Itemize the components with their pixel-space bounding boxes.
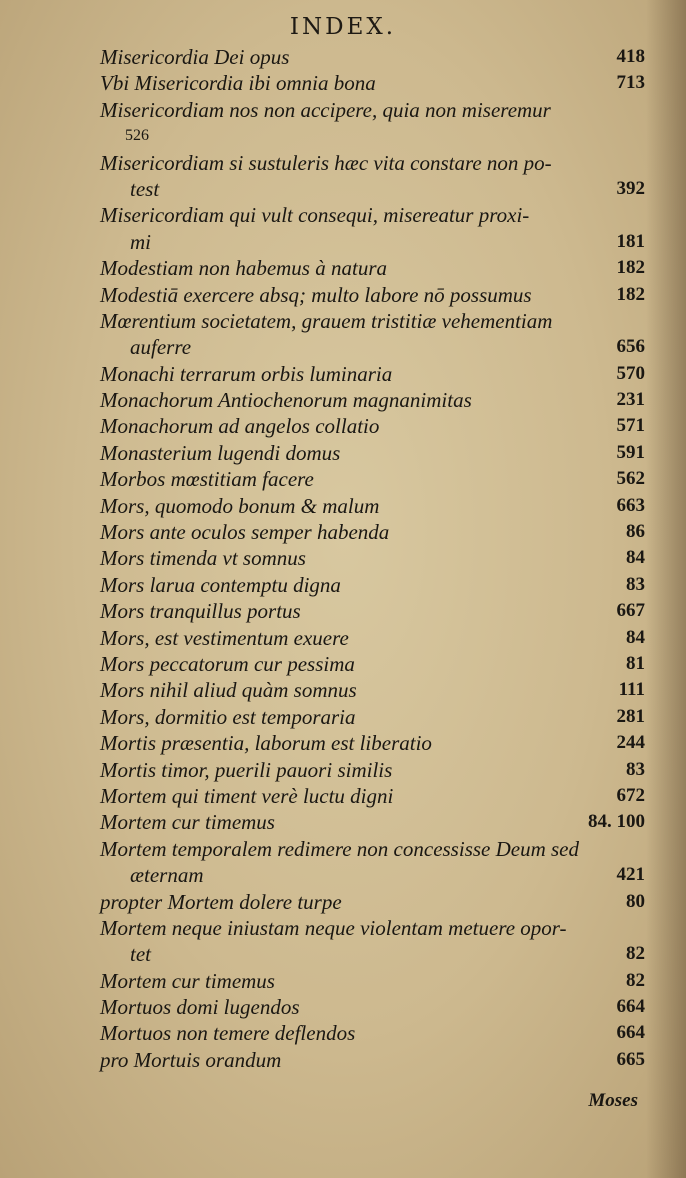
index-entry	[100, 809, 645, 835]
entry-page-number: 84	[626, 547, 645, 569]
index-entry	[100, 1047, 645, 1073]
entry-page-number: 656	[616, 336, 645, 358]
entry-text: Monachi terrarum orbis luminaria	[100, 361, 393, 386]
index-entry	[100, 836, 645, 862]
index-entry	[100, 229, 645, 255]
entry-page-number: 182	[616, 283, 645, 305]
index-entry	[100, 44, 645, 70]
entry-page-number: 562	[616, 468, 645, 490]
index-entry	[100, 334, 645, 360]
entry-page-number: 181	[616, 230, 645, 252]
entry-text: pro Mortuis orandum	[100, 1047, 282, 1072]
index-entry	[100, 651, 645, 677]
entry-text: Mors larua contemptu digna	[100, 572, 341, 597]
entry-text: Mortem temporalem redimere non concessisse Deum sed	[100, 836, 580, 861]
entry-page-number: 83	[626, 573, 645, 595]
entry-page-number: 571	[616, 415, 645, 437]
entry-page-number: 80	[626, 890, 645, 912]
entry-page-number: 664	[616, 996, 645, 1018]
entry-text: tet	[130, 942, 151, 967]
entry-text: Misericordia Dei opus	[100, 45, 290, 69]
entry-text: æternam	[130, 863, 204, 888]
entry-page-number: 713	[616, 72, 645, 94]
entry-text: Monasterium lugendi domus	[100, 440, 341, 465]
index-entry	[100, 862, 645, 888]
entry-text: Mortis timor, puerili pauori similis	[100, 757, 393, 782]
index-entry	[100, 1020, 645, 1046]
index-entry	[100, 704, 645, 730]
entry-text: Morbos mœstitiam facere	[100, 467, 314, 492]
entry-text: Modestiā exercere absq; multo labore nō possumus	[100, 282, 532, 307]
entry-text: Mortem cur timemus	[100, 810, 275, 835]
entry-page-number: 244	[616, 732, 645, 754]
index-entry	[100, 677, 645, 703]
entry-page-number: 111	[618, 679, 645, 701]
entry-page-number: 83	[626, 758, 645, 780]
index-entry	[100, 783, 645, 809]
entry-text: Mortem cur timemus	[100, 968, 275, 993]
entry-page-number: 392	[616, 177, 645, 199]
entry-text: Mors, quomodo bonum & malum	[100, 493, 380, 518]
entry-text: Misericordiam nos non accipere, quia non miseremur	[100, 97, 551, 122]
index-entry	[100, 519, 645, 545]
index-entry	[100, 493, 645, 519]
index-entry	[100, 968, 645, 994]
entry-text: Mortuos domi lugendos	[100, 995, 300, 1020]
index-entry	[100, 176, 645, 202]
entry-text: Vbi Misericordia ibi omnia bona	[100, 71, 376, 96]
entry-text: Mœrentium societatem, grauem tristitiæ vehementiam	[100, 308, 553, 333]
entry-page-number: 81	[626, 652, 645, 674]
entry-text: 526	[125, 127, 149, 145]
entry-text: Mors timenda vt somnus	[100, 546, 306, 571]
index-entries	[100, 44, 645, 1073]
entry-page-number: 421	[616, 864, 645, 886]
index-entry	[100, 361, 645, 387]
index-entry	[100, 97, 645, 123]
entry-text: propter Mortem dolere turpe	[100, 889, 342, 914]
index-entry	[100, 255, 645, 281]
index-entry	[100, 915, 645, 941]
index-entry	[100, 413, 645, 439]
entry-page-number: 84	[626, 626, 645, 648]
index-entry	[100, 440, 645, 466]
index-entry	[100, 598, 645, 624]
page-header: INDEX.	[289, 14, 397, 40]
entry-text: Mortem neque iniustam neque violentam metuere opor-	[100, 915, 567, 940]
index-entry	[100, 545, 645, 571]
index-entry	[100, 123, 645, 149]
entry-text: Mors, dormitio est temporaria	[100, 704, 356, 729]
entry-text: Modestiam non habemus à natura	[100, 256, 387, 281]
entry-text: mi	[130, 229, 151, 254]
index-entry	[100, 625, 645, 651]
index-entry	[100, 387, 645, 413]
entry-text: Mors tranquillus portus	[100, 599, 301, 624]
entry-page-number: 663	[616, 494, 645, 516]
entry-page-number: 84. 100	[588, 811, 645, 833]
index-entry	[100, 282, 645, 308]
entry-page-number: 231	[616, 389, 645, 411]
entry-page-number: 667	[616, 600, 645, 622]
entry-text: Monachorum ad angelos collatio	[100, 414, 380, 439]
index-entry	[100, 994, 645, 1020]
entry-page-number: 86	[626, 521, 645, 543]
index-entry	[100, 572, 645, 598]
entry-page-number: 672	[616, 784, 645, 806]
index-entry	[100, 202, 645, 228]
entry-page-number: 665	[616, 1048, 645, 1070]
entry-text: Mortuos non temere deflendos	[100, 1021, 356, 1046]
index-entry	[100, 889, 645, 915]
index-entry	[100, 466, 645, 492]
index-entry	[100, 308, 645, 334]
entry-page-number: 281	[616, 705, 645, 727]
entry-text: Mortem qui timent verè luctu digni	[100, 783, 394, 808]
index-entry	[100, 941, 645, 967]
entry-text: Mortis præsentia, laborum est liberatio	[100, 731, 432, 756]
entry-page-number: 418	[616, 46, 645, 67]
entry-text: Mors ante oculos semper habenda	[100, 520, 390, 545]
entry-text: Mors, est vestimentum exuere	[100, 625, 349, 650]
entry-text: Monachorum Antiochenorum magnanimitas	[100, 388, 472, 413]
index-entry	[100, 150, 645, 176]
catchword: Moses	[588, 1090, 638, 1111]
entry-text: Mors peccatorum cur pessima	[100, 651, 355, 676]
entry-text: Mors nihil aliud quàm somnus	[100, 678, 357, 703]
index-entry	[100, 730, 645, 756]
index-entry	[100, 757, 645, 783]
index-entry	[100, 70, 645, 96]
entry-page-number: 82	[626, 969, 645, 991]
entry-text: Misericordiam qui vult consequi, misereatur proxi-	[100, 203, 530, 228]
entry-text: test	[130, 176, 160, 201]
entry-text: Misericordiam si sustuleris hæc vita constare non po-	[100, 150, 552, 175]
entry-page-number: 82	[626, 943, 645, 965]
entry-page-number: 591	[616, 441, 645, 463]
entry-text: auferre	[130, 335, 192, 360]
entry-page-number: 570	[616, 362, 645, 384]
entry-page-number: 664	[616, 1022, 645, 1044]
entry-page-number: 182	[616, 257, 645, 279]
